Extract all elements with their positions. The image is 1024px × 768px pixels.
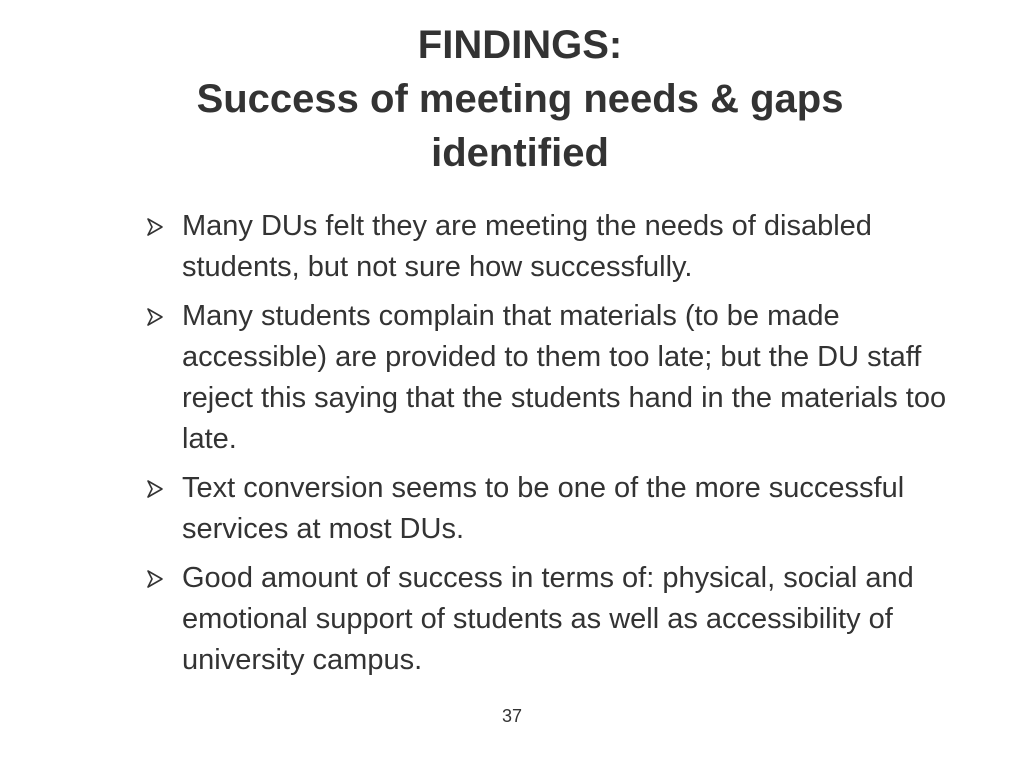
- slide-title: [80, 18, 960, 180]
- bullet-item: [146, 558, 976, 681]
- bullet-text: Text conversion seems to be one of the more successful services at most DUs.: [182, 472, 905, 545]
- bullet-text: Many students complain that materials (to be made accessible) are provided to them too late; but the DU staff reject this saying that the students hand in the materials too late.: [182, 300, 947, 455]
- title-line: identified: [431, 131, 609, 175]
- arrowhead-bullet-icon: [146, 558, 172, 599]
- bullet-text: Good amount of success in terms of: physical, social and emotional support of students as well as accessibility of university campus.: [182, 562, 914, 676]
- arrowhead-bullet-icon: [146, 468, 172, 509]
- bullet-item: [146, 468, 976, 550]
- bullet-list: [146, 206, 976, 689]
- title-line: FINDINGS:: [417, 23, 623, 67]
- title-line: Success of meeting needs & gaps: [196, 77, 844, 121]
- arrowhead-bullet-icon: [146, 296, 172, 337]
- bullet-item: [146, 296, 976, 460]
- bullet-text: Many DUs felt they are meeting the needs of disabled students, but not sure how successfully.: [182, 210, 872, 283]
- arrowhead-bullet-icon: [146, 206, 172, 247]
- bullet-item: [146, 206, 976, 288]
- page-number: 37: [501, 706, 523, 726]
